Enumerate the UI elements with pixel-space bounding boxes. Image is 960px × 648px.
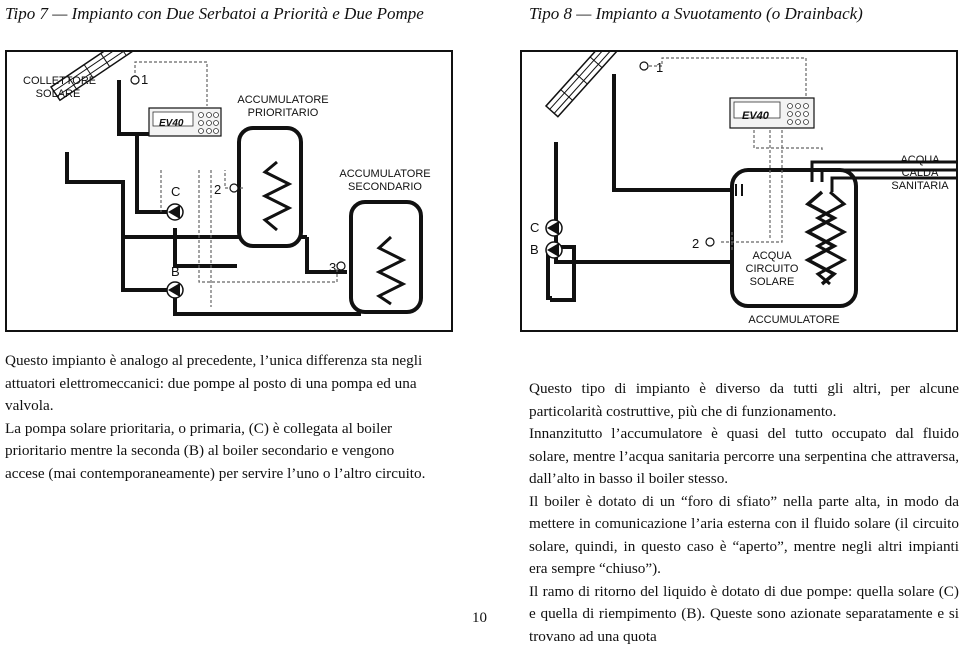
left-paragraph-1: Questo impianto è analogo al precedente, l’unica differenza sta negli attuatori elettromeccanici: due pompe al posto di una pompa ed una valvola.	[5, 350, 435, 418]
solar-collector-right	[546, 52, 631, 117]
tank-prioritario	[239, 128, 301, 246]
pump-b-label-right: B	[530, 242, 539, 257]
tank-secondario	[351, 202, 421, 312]
label-acqua-calda: ACQUA CALDA SANITARIA	[882, 154, 958, 193]
sensor-2-left: 2	[214, 182, 221, 197]
left-title: Tipo 7 — Impianto con Due Serbatoi a Priorità e Due Pompe	[5, 3, 445, 25]
page-number: 10	[472, 610, 487, 627]
right-paragraph-3: Il boiler è dotato di un “foro di sfiato” nella parte alta, in modo da mettere in comunicazione l’aria esterna con il fluido solare (il circuito solare, quindi, in questo caso è “aperto”, mentre negli altri impianti era sempre “chiuso”).	[529, 491, 959, 581]
sensor-2-right: 2	[692, 236, 699, 251]
right-body-text	[529, 378, 959, 648]
right-title: Tipo 8 — Impianto a Svuotamento (o Drainback)	[529, 3, 959, 25]
controller-brand-left: EV40	[159, 118, 183, 129]
sensor-1-right: 1	[656, 60, 663, 75]
label-collettore: COLLETTORE SOLARE	[23, 75, 93, 101]
pump-c-right	[546, 220, 562, 236]
pump-b-left	[167, 282, 183, 298]
sensor-1-left: 1	[141, 72, 148, 87]
left-diagram	[5, 50, 453, 332]
label-acqua-circuito: ACQUA CIRCUITO SOLARE	[732, 250, 812, 289]
right-paragraph-2: Innanzitutto l’accumulatore è quasi del tutto occupato dal fluido solare, mentre l’acqua sanitaria percorre una serpentina che attraversa, dall’alto in basso il boiler stesso.	[529, 423, 959, 491]
controller-brand-right: EV40	[742, 110, 769, 122]
label-accumulatore: ACCUMULATORE	[732, 314, 856, 327]
sensors-right	[640, 62, 714, 246]
label-acc-secondario: ACCUMULATORE SECONDARIO	[335, 168, 435, 194]
right-diagram-drawing	[522, 52, 960, 334]
right-diagram	[520, 50, 958, 332]
pump-c-label-right: C	[530, 220, 539, 235]
sensor-3-left: 3	[329, 260, 336, 275]
pump-b-label-left: B	[171, 264, 180, 279]
label-acc-prioritario: ACCUMULATORE PRIORITARIO	[233, 94, 333, 120]
pump-c-left	[167, 204, 183, 220]
right-paragraph-1: Questo tipo di impianto è diverso da tutti gli altri, per alcune particolarità costruttive, più che di funzionamento.	[529, 378, 959, 423]
left-paragraph-2: La pompa solare prioritaria, o primaria, (C) è collegata al boiler prioritario mentre la seconda (B) al boiler secondario e vengono accese (mai contemporaneamente) per servire l’uno o l’altro circuito.	[5, 418, 435, 486]
right-paragraph-4: Il ramo di ritorno del liquido è dotato di due pompe: quella solare (C) e quella di riempimento (B). Queste sono azionate separatamente e si trovano ad una quota	[529, 581, 959, 648]
pump-c-label-left: C	[171, 184, 180, 199]
left-body-text	[5, 350, 435, 485]
pump-b-right	[546, 242, 562, 258]
